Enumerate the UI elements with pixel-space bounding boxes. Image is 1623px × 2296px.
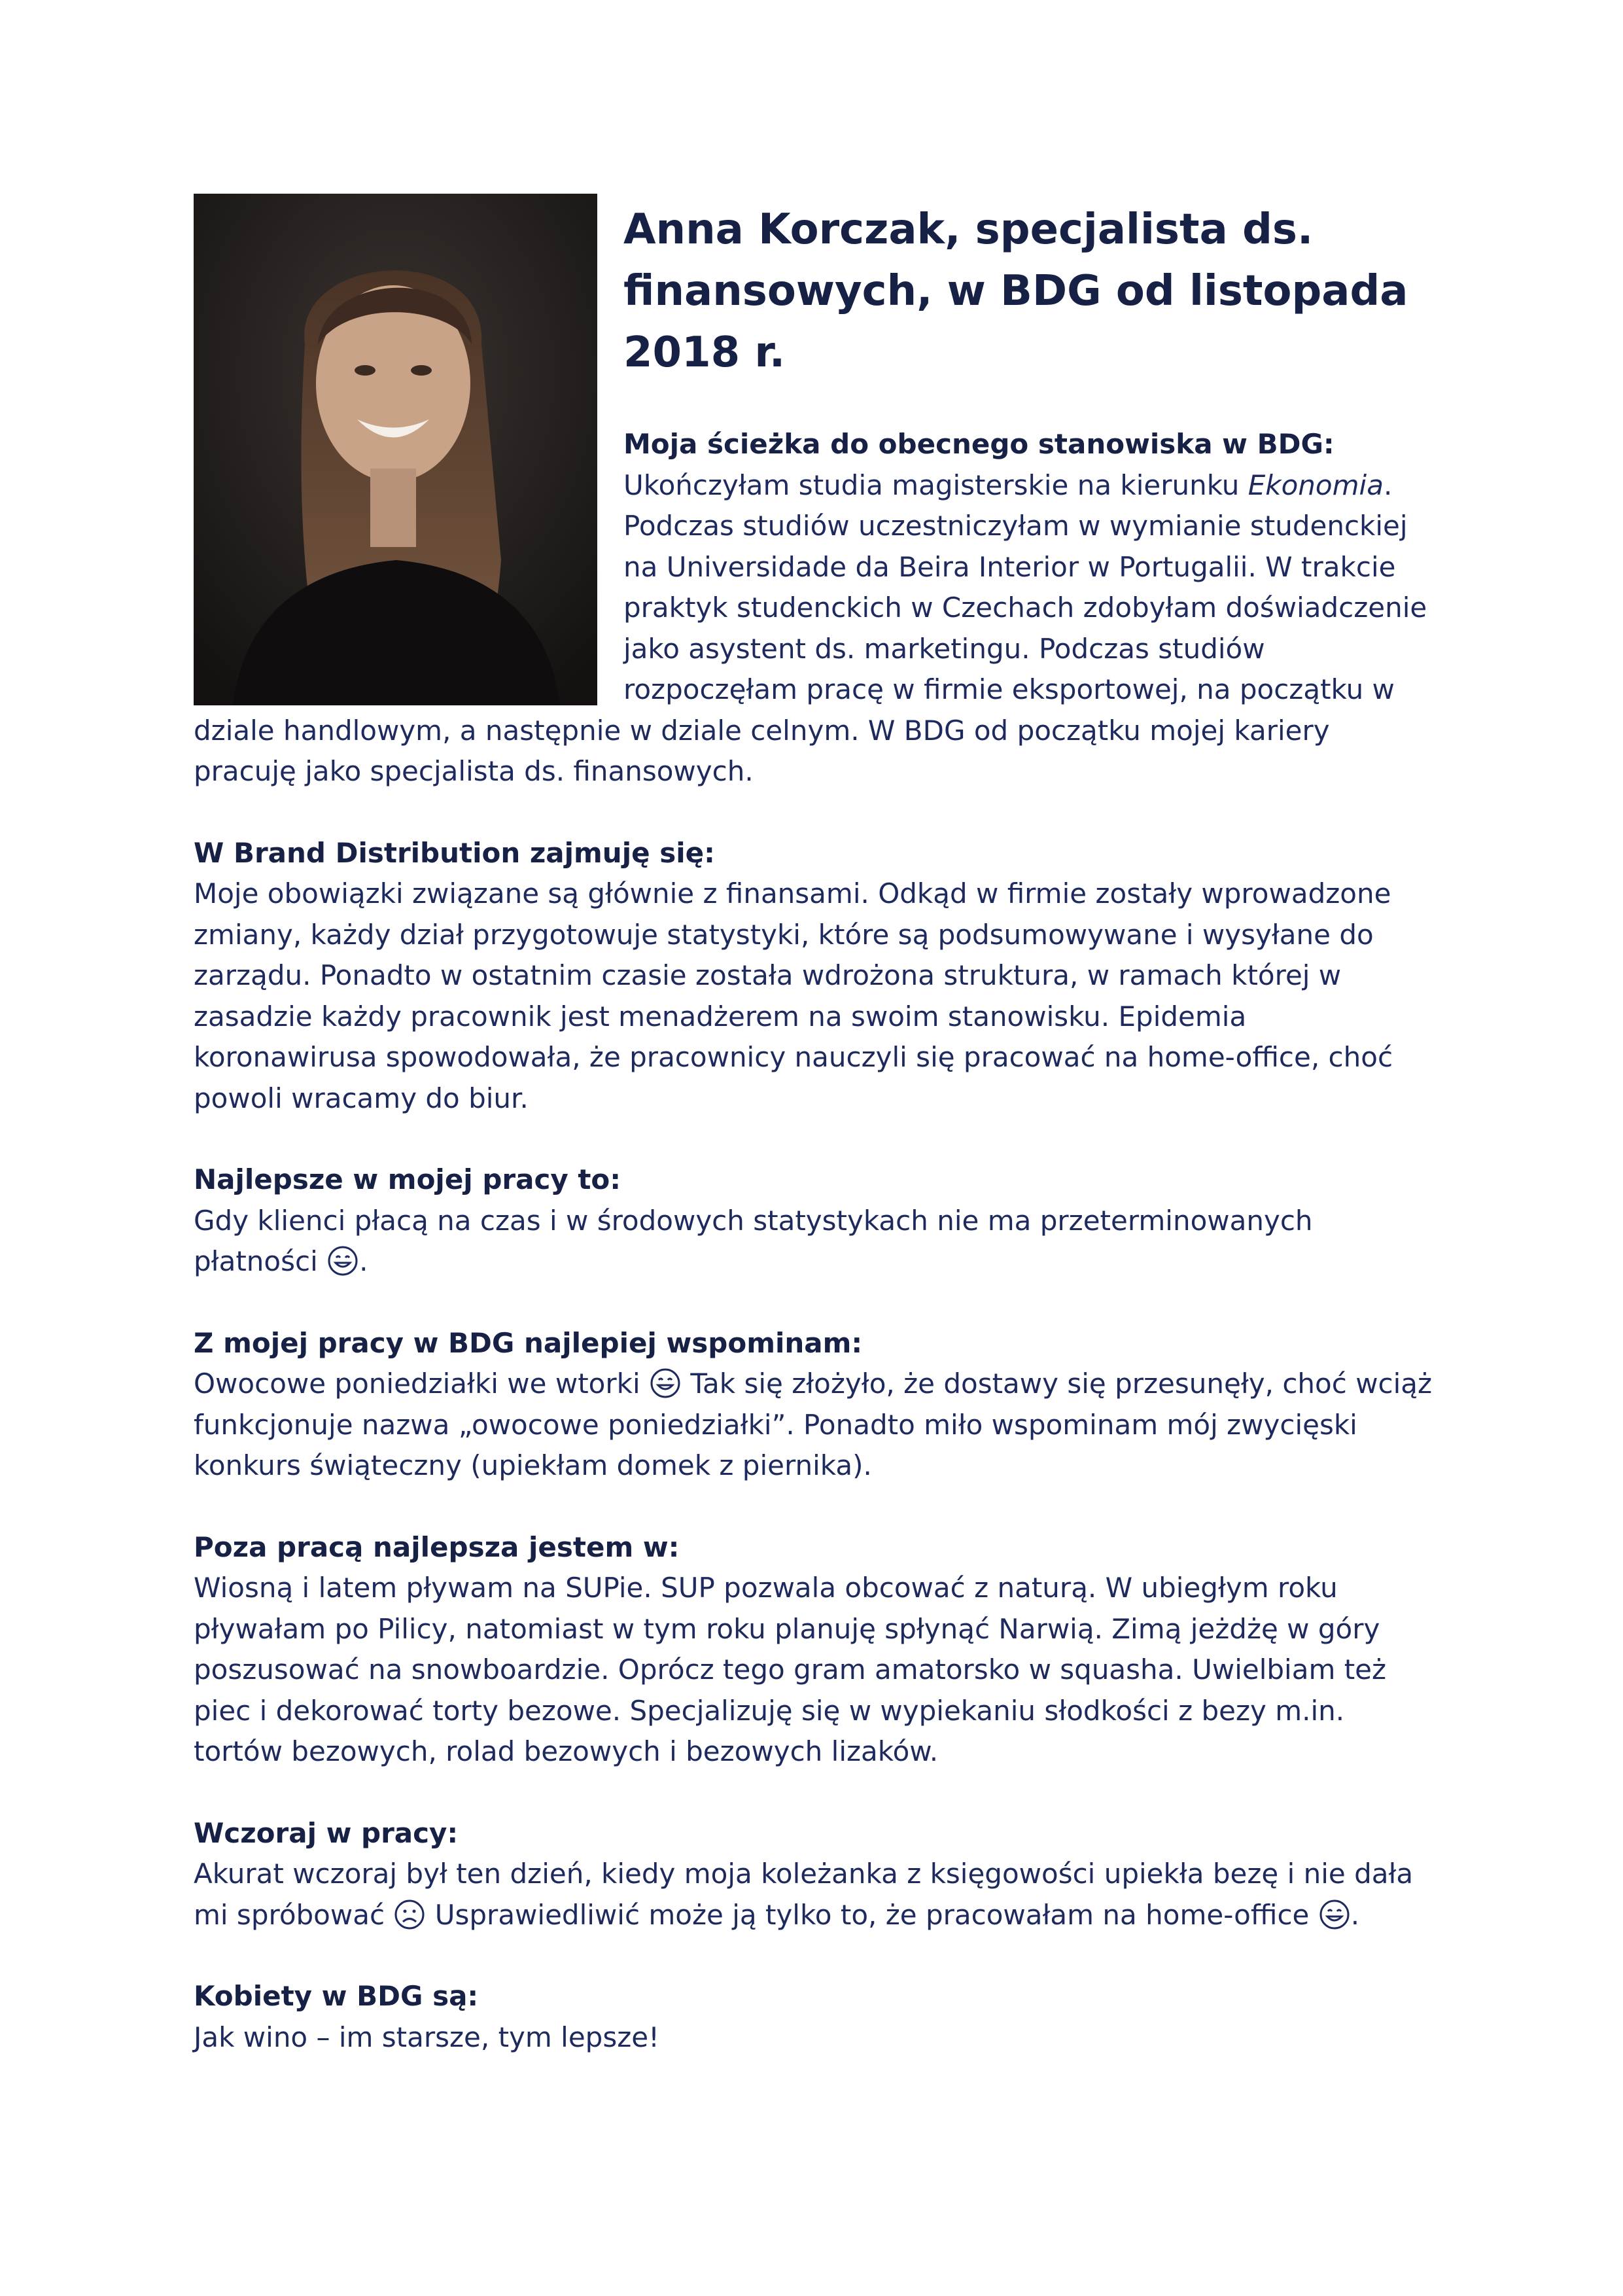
smiling-face-icon [649,1367,682,1400]
section-heading: Poza pracą najlepsza jestem w: [194,1530,680,1563]
section-text: Moje obowiązki związane są głównie z finansami. Odkąd w firmie zostały wprowadzone zmiany, każdy dział przygotowuje statystyki, które są podsumowywane i wysyłane do zarządu. Ponadto w ostatnim czasie została wdrożona struktura, w ramach której w zasadzie każdy pracownik jest menadżerem na swoim stanowisku. Epidemia koronawirusa spowodowała, że pracownicy nauczyli się pracować na home-office, choć powoli wracamy do biur. [194,877,1393,1114]
section-text: Owocowe poniedziałki we wtorki Tak się złożyło, że dostawy się przesunęły, choć wciąż funkcjonuje nazwa „owocowe poniedziałki”. Ponadto miło wspominam mój zwycięski konkurs świąteczny (upiekłam domek z piernika). [194,1368,1433,1481]
section-yesterday [194,1813,1437,1936]
section-hobby [194,1527,1437,1773]
section-best [194,1159,1437,1282]
section-text: Jak wino – im starsze, tym lepsze! [194,2021,659,2053]
smiling-face-icon [1318,1898,1351,1931]
section-heading: Z mojej pracy w BDG najlepiej wspominam: [194,1326,863,1359]
section-text: Akurat wczoraj był ten dzień, kiedy moja koleżanka z księgowości upiekła bezę i nie dała mi spróbować Usprawiedliwić może ją tylko to, że pracowałam na home-office . [194,1858,1414,1931]
page-title: Anna Korczak, specjalista ds. finansowych, w BDG od listopada 2018 r. [623,205,1408,377]
section-women [194,1976,1437,2058]
section-memories [194,1323,1437,1487]
section-heading: Wczoraj w pracy: [194,1816,459,1849]
smiling-face-icon [326,1245,359,1277]
section-text: Gdy klienci płacą na czas i w środowych statystykach nie ma przeterminowanych płatności . [194,1204,1313,1277]
document-content [194,194,1437,2098]
section-heading: Kobiety w BDG są: [194,1980,479,2012]
portrait-photo [194,194,597,705]
section-duties [194,833,1437,1120]
section-text: Wiosną i latem pływam na SUPie. SUP pozwala obcować z naturą. W ubiegłym roku pływałam po Pilicy, natomiast w tym roku planuję spłynąć Narwią. Zimą jeżdżę w góry poszusować na snowboardzie. Oprócz tego gram amatorsko w squasha. Uwielbiam też piec i dekorować torty bezowe. Specjalizuję się w wypiekaniu słodkości z bezy m.in. tortów bezowych, rolad bezowych i bezowych lizaków. [194,1572,1387,1767]
section-heading: Moja ścieżka do obecnego stanowiska w BDG: [623,428,1335,460]
section-heading: Najlepsze w mojej pracy to: [194,1163,621,1195]
section-text: Ukończyłam studia magisterskie na kierunku Ekonomia. Podczas studiów uczestniczyłam w wymianie studenckiej na Universidade da Beira Interior w Portugalii. W trakcie praktyk studenckich w Czechach zdobyłam doświadczenie jako asystent ds. marketingu. Podczas studiów rozpoczęłam pracę w firmie eksportowej, na początku w dziale handlowym, a następnie w dziale celnym. W BDG od początku mojej kariery pracuję jako specjalista ds. finansowych. [194,468,1427,787]
section-heading: W Brand Distribution zajmuję się: [194,836,715,869]
frowning-face-icon [393,1898,426,1931]
